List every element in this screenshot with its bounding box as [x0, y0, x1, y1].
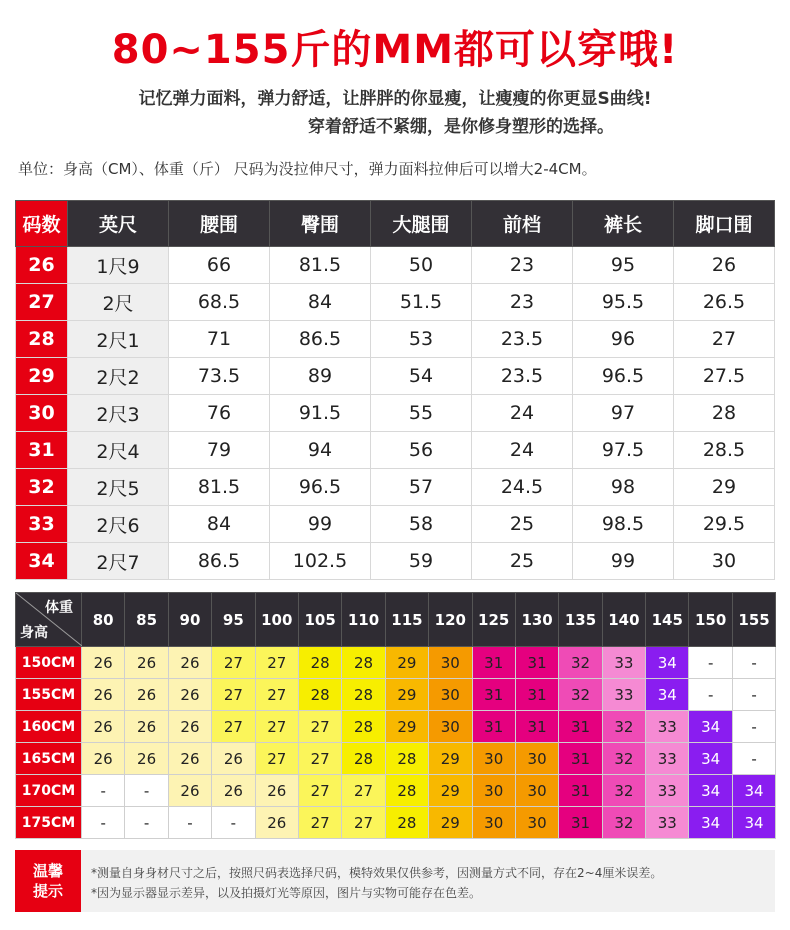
size-value-cell: 30: [674, 543, 775, 580]
weight-header-cell: 85: [125, 593, 168, 647]
size-value-cell: 102.5: [270, 543, 371, 580]
size-value-cell: 23.5: [472, 321, 573, 358]
recommended-size-cell: 26: [255, 775, 298, 807]
size-header-cell: 腰围: [169, 201, 270, 247]
weight-header-cell: 155: [732, 593, 775, 647]
weight-header-cell: 95: [212, 593, 255, 647]
size-header-cell: 脚口围: [674, 201, 775, 247]
table-row: [16, 247, 775, 284]
table-row: [16, 469, 775, 506]
size-value-cell: 91.5: [270, 395, 371, 432]
recommended-size-cell: 27: [255, 743, 298, 775]
recommended-size-cell: 27: [298, 807, 341, 839]
recommended-size-cell: 31: [515, 647, 558, 679]
recommended-size-cell: 32: [602, 711, 645, 743]
recommended-size-cell: 26: [212, 775, 255, 807]
corner-cell: [16, 593, 82, 647]
recommended-size-cell: 29: [385, 711, 428, 743]
recommended-size-cell: 26: [82, 647, 125, 679]
recommended-size-cell: -: [732, 711, 775, 743]
size-value-cell: 27.5: [674, 358, 775, 395]
size-value-cell: 2尺2: [68, 358, 169, 395]
size-code-cell: 29: [16, 358, 68, 395]
recommended-size-cell: 31: [472, 711, 515, 743]
recommended-size-cell: 31: [559, 743, 602, 775]
recommended-size-cell: 31: [559, 775, 602, 807]
recommended-size-cell: 33: [646, 711, 689, 743]
weight-header-cell: 135: [559, 593, 602, 647]
weight-header-cell: 125: [472, 593, 515, 647]
size-code-cell: 30: [16, 395, 68, 432]
recommended-size-cell: 28: [342, 679, 385, 711]
recommended-size-cell: 30: [472, 775, 515, 807]
size-value-cell: 98: [573, 469, 674, 506]
size-value-cell: 26.5: [674, 284, 775, 321]
recommended-size-cell: 31: [515, 679, 558, 711]
size-value-cell: 2尺7: [68, 543, 169, 580]
size-code-cell: 28: [16, 321, 68, 358]
weight-header-cell: 105: [298, 593, 341, 647]
recommended-size-cell: -: [212, 807, 255, 839]
recommended-size-cell: 29: [429, 775, 472, 807]
size-value-cell: 96.5: [573, 358, 674, 395]
size-value-cell: 53: [371, 321, 472, 358]
size-value-cell: 99: [270, 506, 371, 543]
size-code-cell: 27: [16, 284, 68, 321]
recommended-size-cell: 30: [515, 743, 558, 775]
recommended-size-cell: 34: [646, 647, 689, 679]
size-value-cell: 28: [674, 395, 775, 432]
size-value-cell: 29.5: [674, 506, 775, 543]
recommended-size-cell: -: [168, 807, 211, 839]
recommended-size-cell: 32: [559, 679, 602, 711]
recommended-size-cell: 26: [168, 775, 211, 807]
recommended-size-cell: 33: [646, 807, 689, 839]
size-value-cell: 96: [573, 321, 674, 358]
size-code-cell: 26: [16, 247, 68, 284]
size-value-cell: 55: [371, 395, 472, 432]
size-value-cell: 2尺1: [68, 321, 169, 358]
size-value-cell: 28.5: [674, 432, 775, 469]
size-value-cell: 95.5: [573, 284, 674, 321]
recommended-size-cell: 26: [168, 679, 211, 711]
weight-axis-label: 体重: [45, 600, 73, 616]
recommended-size-cell: 34: [689, 743, 732, 775]
recommended-size-cell: 28: [342, 743, 385, 775]
size-value-cell: 50: [371, 247, 472, 284]
recommended-size-cell: 27: [298, 711, 341, 743]
size-value-cell: 68.5: [169, 284, 270, 321]
size-value-cell: 84: [169, 506, 270, 543]
weight-header-cell: 145: [646, 593, 689, 647]
size-value-cell: 25: [472, 506, 573, 543]
recommended-size-cell: 27: [212, 647, 255, 679]
recommended-size-cell: 28: [342, 647, 385, 679]
height-cell: 155CM: [16, 679, 82, 711]
size-value-cell: 81.5: [270, 247, 371, 284]
size-value-cell: 24.5: [472, 469, 573, 506]
recommended-size-cell: -: [732, 647, 775, 679]
tip-text-2: *因为显示器显示差异，以及拍摄灯光等原因，图片与实物可能存在色差。: [91, 886, 482, 900]
size-header-cell: 大腿围: [371, 201, 472, 247]
recommended-size-cell: 34: [689, 775, 732, 807]
recommended-size-cell: 33: [646, 743, 689, 775]
recommended-size-cell: 27: [342, 807, 385, 839]
recommended-size-cell: 31: [559, 711, 602, 743]
size-code-cell: 34: [16, 543, 68, 580]
recommended-size-cell: 32: [602, 743, 645, 775]
size-value-cell: 84: [270, 284, 371, 321]
tip-box: [15, 850, 775, 912]
size-value-cell: 97.5: [573, 432, 674, 469]
recommended-size-cell: 30: [429, 647, 472, 679]
recommended-size-cell: 26: [168, 647, 211, 679]
size-value-cell: 57: [371, 469, 472, 506]
recommended-size-cell: 28: [385, 775, 428, 807]
recommended-size-cell: 27: [255, 679, 298, 711]
table-row: [16, 358, 775, 395]
height-cell: 150CM: [16, 647, 82, 679]
recommended-size-cell: 27: [342, 775, 385, 807]
weight-header-cell: 90: [168, 593, 211, 647]
recommended-size-cell: 26: [125, 743, 168, 775]
recommended-size-cell: 32: [559, 647, 602, 679]
recommended-size-cell: 26: [82, 679, 125, 711]
table-row: [16, 284, 775, 321]
recommended-size-cell: 30: [429, 679, 472, 711]
recommended-size-cell: 27: [298, 743, 341, 775]
weight-header-cell: 120: [429, 593, 472, 647]
table-row: [16, 775, 776, 807]
recommended-size-cell: 34: [646, 679, 689, 711]
recommended-size-cell: 34: [689, 711, 732, 743]
recommended-size-cell: 31: [472, 679, 515, 711]
recommended-size-cell: 27: [255, 711, 298, 743]
size-value-cell: 71: [169, 321, 270, 358]
size-value-cell: 99: [573, 543, 674, 580]
recommended-size-cell: 30: [515, 807, 558, 839]
weight-header-cell: 150: [689, 593, 732, 647]
height-cell: 160CM: [16, 711, 82, 743]
recommended-size-cell: 29: [429, 743, 472, 775]
subtitle-line-2: 穿着舒适不紧绷，是你修身塑形的选择。: [308, 117, 614, 137]
weight-header-cell: 140: [602, 593, 645, 647]
weight-header-cell: 80: [82, 593, 125, 647]
size-table-header: [16, 201, 775, 247]
recommended-size-cell: 29: [385, 679, 428, 711]
recommended-size-cell: 26: [82, 711, 125, 743]
size-value-cell: 98.5: [573, 506, 674, 543]
subtitle-line-1: 记忆弹力面料，弹力舒适，让胖胖的你显瘦，让瘦瘦的你更显S曲线!: [138, 89, 652, 109]
weight-header-cell: 130: [515, 593, 558, 647]
size-value-cell: 23: [472, 284, 573, 321]
size-header-cell: 英尺: [68, 201, 169, 247]
recommended-size-cell: 28: [385, 807, 428, 839]
recommended-size-cell: 34: [732, 807, 775, 839]
tip-text-1: *测量自身身材尺寸之后，按照尺码表选择尺码，模特效果仅供参考，因测量方式不同，存在2~4厘米误差。: [91, 866, 663, 880]
height-cell: 165CM: [16, 743, 82, 775]
size-value-cell: 27: [674, 321, 775, 358]
recommended-size-cell: -: [82, 775, 125, 807]
weight-table-header: [16, 593, 776, 647]
size-value-cell: 76: [169, 395, 270, 432]
recommended-size-cell: 27: [212, 679, 255, 711]
recommended-size-cell: 30: [472, 743, 515, 775]
recommended-size-cell: 30: [472, 807, 515, 839]
recommended-size-cell: 31: [559, 807, 602, 839]
recommended-size-cell: 33: [602, 647, 645, 679]
table-row: [16, 711, 776, 743]
size-value-cell: 54: [371, 358, 472, 395]
size-value-cell: 96.5: [270, 469, 371, 506]
table-row: [16, 432, 775, 469]
recommended-size-cell: 29: [429, 807, 472, 839]
recommended-size-cell: 26: [255, 807, 298, 839]
size-header-cell: 码数: [16, 201, 68, 247]
recommended-size-cell: 26: [168, 743, 211, 775]
size-value-cell: 2尺4: [68, 432, 169, 469]
recommended-size-cell: 34: [689, 807, 732, 839]
size-value-cell: 29: [674, 469, 775, 506]
recommended-size-cell: 26: [125, 711, 168, 743]
weight-height-table: [15, 592, 776, 839]
table-row: [16, 506, 775, 543]
size-value-cell: 94: [270, 432, 371, 469]
size-value-cell: 26: [674, 247, 775, 284]
page-title: 80~155斤的MM都可以穿哦!: [111, 27, 679, 73]
recommended-size-cell: 32: [602, 807, 645, 839]
size-value-cell: 73.5: [169, 358, 270, 395]
recommended-size-cell: 28: [342, 711, 385, 743]
size-value-cell: 2尺6: [68, 506, 169, 543]
size-header-cell: 裤长: [573, 201, 674, 247]
height-cell: 175CM: [16, 807, 82, 839]
size-value-cell: 2尺3: [68, 395, 169, 432]
height-cell: 170CM: [16, 775, 82, 807]
recommended-size-cell: 31: [472, 647, 515, 679]
size-value-cell: 2尺: [68, 284, 169, 321]
weight-header-cell: 110: [342, 593, 385, 647]
recommended-size-cell: 27: [255, 647, 298, 679]
size-value-cell: 56: [371, 432, 472, 469]
recommended-size-cell: -: [689, 647, 732, 679]
recommended-size-cell: 29: [385, 647, 428, 679]
size-value-cell: 24: [472, 432, 573, 469]
size-value-cell: 79: [169, 432, 270, 469]
size-value-cell: 2尺5: [68, 469, 169, 506]
size-value-cell: 66: [169, 247, 270, 284]
size-header-cell: 前档: [472, 201, 573, 247]
table-row: [16, 395, 775, 432]
size-value-cell: 86.5: [169, 543, 270, 580]
size-value-cell: 23: [472, 247, 573, 284]
size-value-cell: 59: [371, 543, 472, 580]
size-value-cell: 86.5: [270, 321, 371, 358]
table-row: [16, 647, 776, 679]
recommended-size-cell: 27: [212, 711, 255, 743]
recommended-size-cell: 31: [515, 711, 558, 743]
size-header-cell: 臀围: [270, 201, 371, 247]
recommended-size-cell: 26: [125, 679, 168, 711]
size-value-cell: 24: [472, 395, 573, 432]
weight-header-cell: 100: [255, 593, 298, 647]
recommended-size-cell: 27: [298, 775, 341, 807]
recommended-size-cell: 26: [168, 711, 211, 743]
table-row: [16, 743, 776, 775]
recommended-size-cell: 28: [298, 679, 341, 711]
size-value-cell: 1尺9: [68, 247, 169, 284]
size-value-cell: 97: [573, 395, 674, 432]
size-value-cell: 81.5: [169, 469, 270, 506]
recommended-size-cell: -: [689, 679, 732, 711]
height-axis-label: 身高: [20, 625, 48, 641]
recommended-size-cell: 30: [515, 775, 558, 807]
recommended-size-cell: 28: [298, 647, 341, 679]
recommended-size-cell: 26: [125, 647, 168, 679]
tip-badge-line-2: 提示: [32, 882, 63, 900]
table-row: [16, 321, 775, 358]
recommended-size-cell: 26: [82, 743, 125, 775]
size-value-cell: 51.5: [371, 284, 472, 321]
size-code-cell: 33: [16, 506, 68, 543]
size-code-cell: 32: [16, 469, 68, 506]
recommended-size-cell: 32: [602, 775, 645, 807]
weight-header-cell: 115: [385, 593, 428, 647]
recommended-size-cell: 34: [732, 775, 775, 807]
recommended-size-cell: -: [732, 679, 775, 711]
size-value-cell: 58: [371, 506, 472, 543]
table-row: [16, 543, 775, 580]
recommended-size-cell: 33: [646, 775, 689, 807]
recommended-size-cell: 28: [385, 743, 428, 775]
tip-badge: [15, 850, 81, 912]
size-value-cell: 25: [472, 543, 573, 580]
recommended-size-cell: 33: [602, 679, 645, 711]
recommended-size-cell: -: [125, 775, 168, 807]
table-row: [16, 807, 776, 839]
size-code-cell: 31: [16, 432, 68, 469]
size-value-cell: 23.5: [472, 358, 573, 395]
unit-note: 单位：身高（CM）、体重（斤） 尺码为没拉伸尺寸，弹力面料拉伸后可以增大2-4CM。: [18, 160, 597, 178]
recommended-size-cell: 26: [212, 743, 255, 775]
size-chart-table: [15, 200, 775, 580]
recommended-size-cell: -: [82, 807, 125, 839]
recommended-size-cell: 30: [429, 711, 472, 743]
table-row: [16, 679, 776, 711]
recommended-size-cell: -: [732, 743, 775, 775]
tip-badge-line-1: 温馨: [32, 862, 63, 880]
size-value-cell: 95: [573, 247, 674, 284]
recommended-size-cell: -: [125, 807, 168, 839]
size-value-cell: 89: [270, 358, 371, 395]
